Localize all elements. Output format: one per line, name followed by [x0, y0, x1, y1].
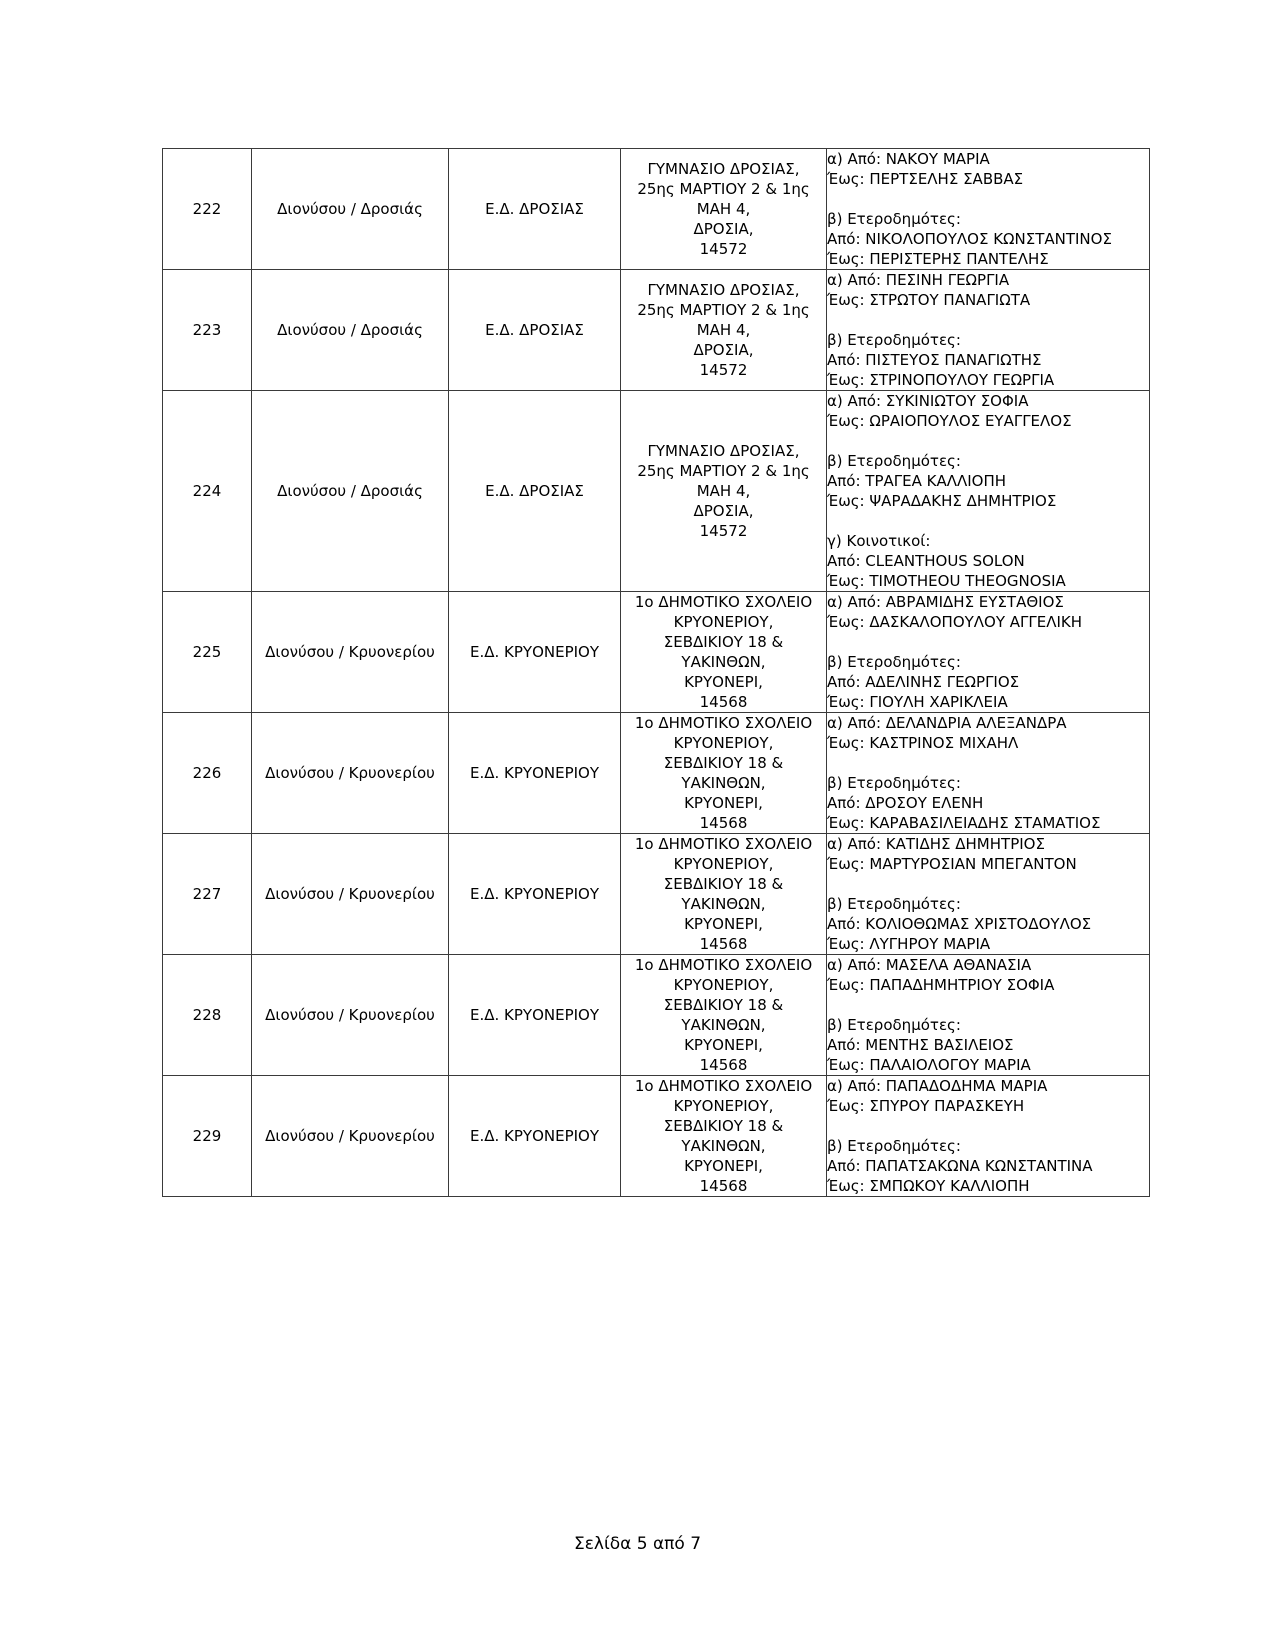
electoral-unit-cell: Ε.Δ. ΚΡΥΟΝΕΡΙΟΥ — [449, 592, 621, 713]
voter-range-line: Έως: ΠΑΠΑΔΗΜΗΤΡΙΟΥ ΣΟΦΙΑ — [827, 976, 1055, 994]
electoral-unit-cell: Ε.Δ. ΚΡΥΟΝΕΡΙΟΥ — [449, 1076, 621, 1197]
voter-range-line: Από: ΔΡΟΣΟΥ ΕΛΕΝΗ — [827, 794, 984, 812]
address-line: ΥΑΚΙΝΘΩΝ, — [681, 1016, 766, 1034]
electoral-unit-cell: Ε.Δ. ΚΡΥΟΝΕΡΙΟΥ — [449, 834, 621, 955]
station-number: 229 — [163, 1076, 252, 1197]
voter-range-line: β) Ετεροδημότες: — [827, 452, 961, 470]
line-gap — [827, 310, 1149, 330]
address-line: ΚΡΥΟΝΕΡΙ, — [684, 1157, 763, 1175]
address-line: ΚΡΥΟΝΕΡΙ, — [684, 915, 763, 933]
voter-range-line: α) Από: ΝΑΚΟΥ ΜΑΡΙΑ — [827, 150, 990, 168]
electoral-unit-cell: Ε.Δ. ΔΡΟΣΙΑΣ — [449, 149, 621, 270]
line-gap — [827, 431, 1149, 451]
voter-range-line: Από: ΚΟΛΙΟΘΩΜΑΣ ΧΡΙΣΤΟΔΟΥΛΟΣ — [827, 915, 1092, 933]
voter-range-line: Έως: ΠΑΛΑΙΟΛΟΓΟΥ ΜΑΡΙΑ — [827, 1056, 1031, 1074]
address-line: ΔΡΟΣΙΑ, — [693, 220, 754, 238]
station-number: 225 — [163, 592, 252, 713]
table-row — [163, 834, 1150, 955]
line-gap — [827, 511, 1149, 531]
electoral-unit-cell: Ε.Δ. ΔΡΟΣΙΑΣ — [449, 391, 621, 592]
address-line: ΣΕΒΔΙΚΙΟΥ 18 & — [663, 633, 784, 651]
voter-range-line: Έως: ΚΑΣΤΡΙΝΟΣ ΜΙΧΑΗΛ — [827, 734, 1019, 752]
voter-range-line: β) Ετεροδημότες: — [827, 1016, 961, 1034]
address-line: 14568 — [699, 693, 748, 711]
voter-range-line: Έως: ΣΤΡΩΤΟΥ ΠΑΝΑΓΙΩΤΑ — [827, 291, 1031, 309]
address-line: ΚΡΥΟΝΕΡΙ, — [684, 794, 763, 812]
municipality-cell: Διονύσου / Κρυονερίου — [252, 834, 449, 955]
address-line: ΔΡΟΣΙΑ, — [693, 502, 754, 520]
voter-range-line: β) Ετεροδημότες: — [827, 774, 961, 792]
station-number: 228 — [163, 955, 252, 1076]
line-gap — [827, 632, 1149, 652]
page-number: Σελίδα 5 από 7 — [573, 1534, 702, 1554]
municipality-cell: Διονύσου / Δροσιάς — [252, 149, 449, 270]
line-gap — [827, 753, 1149, 773]
voter-range-line: Από: ΜΕΝΤΗΣ ΒΑΣΙΛΕΙΟΣ — [827, 1036, 1014, 1054]
voter-range-line: Έως: ΣΤΡΙΝΟΠΟΥΛΟΥ ΓΕΩΡΓΙΑ — [827, 371, 1055, 389]
address-line: 14568 — [699, 1177, 748, 1195]
address-line: 14568 — [699, 814, 748, 832]
address-line: ΔΡΟΣΙΑ, — [693, 341, 754, 359]
address-line: ΣΕΒΔΙΚΙΟΥ 18 & — [663, 1117, 784, 1135]
voter-range-line: Έως: ΔΑΣΚΑΛΟΠΟΥΛΟΥ ΑΓΓΕΛΙΚΗ — [827, 613, 1083, 631]
voter-range-line: Από: ΝΙΚΟΛΟΠΟΥΛΟΣ ΚΩΝΣΤΑΝΤΙΝΟΣ — [827, 230, 1112, 248]
voter-range-line: Έως: ΜΑΡΤΥΡΟΣΙΑΝ ΜΠΕΓΑΝΤΟΝ — [827, 855, 1077, 873]
station-number: 223 — [163, 270, 252, 391]
line-gap — [827, 995, 1149, 1015]
voter-range-cell — [827, 834, 1150, 955]
address-line: 1ο ΔΗΜΟΤΙΚΟ ΣΧΟΛΕΙΟ — [634, 1077, 813, 1095]
electoral-unit-cell: Ε.Δ. ΚΡΥΟΝΕΡΙΟΥ — [449, 713, 621, 834]
voter-range-line: β) Ετεροδημότες: — [827, 1137, 961, 1155]
electoral-unit-cell: Ε.Δ. ΚΡΥΟΝΕΡΙΟΥ — [449, 955, 621, 1076]
voter-range-line: Έως: ΠΕΡΙΣΤΕΡΗΣ ΠΑΝΤΕΛΗΣ — [827, 250, 1049, 268]
station-number: 224 — [163, 391, 252, 592]
municipality-cell: Διονύσου / Κρυονερίου — [252, 1076, 449, 1197]
voter-range-line: β) Ετεροδημότες: — [827, 895, 961, 913]
voter-range-line: Έως: TIMOTHEOU THEOGNOSIA — [827, 572, 1066, 590]
address-line: 14572 — [699, 240, 748, 258]
table-row — [163, 955, 1150, 1076]
table-row — [163, 592, 1150, 713]
station-number: 226 — [163, 713, 252, 834]
line-gap — [827, 189, 1149, 209]
address-line: ΚΡΥΟΝΕΡΙΟΥ, — [673, 734, 774, 752]
voter-range-line: Έως: ΚΑΡΑΒΑΣΙΛΕΙΑΔΗΣ ΣΤΑΜΑΤΙΟΣ — [827, 814, 1101, 832]
address-line: ΣΕΒΔΙΚΙΟΥ 18 & — [663, 996, 784, 1014]
address-line: ΚΡΥΟΝΕΡΙ, — [684, 1036, 763, 1054]
municipality-cell: Διονύσου / Δροσιάς — [252, 270, 449, 391]
address-line: ΥΑΚΙΝΘΩΝ, — [681, 1137, 766, 1155]
voter-range-cell — [827, 391, 1150, 592]
voter-range-line: α) Από: ΚΑΤΙΔΗΣ ΔΗΜΗΤΡΙΟΣ — [827, 835, 1045, 853]
voter-range-line: Από: ΠΙΣΤΕΥΟΣ ΠΑΝΑΓΙΩΤΗΣ — [827, 351, 1042, 369]
address-line: 25ης ΜΑΡΤΙΟΥ 2 & 1ης — [637, 462, 810, 480]
address-line: 14572 — [699, 361, 748, 379]
address-line: ΚΡΥΟΝΕΡΙΟΥ, — [673, 613, 774, 631]
voter-range-line: Από: ΑΔΕΛΙΝΗΣ ΓΕΩΡΓΙΟΣ — [827, 673, 1020, 691]
address-line: ΚΡΥΟΝΕΡΙΟΥ, — [673, 1097, 774, 1115]
voter-range-line: Έως: ΛΥΓΗΡΟΥ ΜΑΡΙΑ — [827, 935, 991, 953]
voter-range-line: Από: ΤΡΑΓΕΑ ΚΑΛΛΙΟΠΗ — [827, 472, 1007, 490]
address-cell — [621, 391, 827, 592]
voter-range-line: α) Από: ΑΒΡΑΜΙΔΗΣ ΕΥΣΤΑΘΙΟΣ — [827, 593, 1064, 611]
voter-range-line: Έως: ΠΕΡΤΣΕΛΗΣ ΣΑΒΒΑΣ — [827, 170, 1024, 188]
page-footer — [0, 1534, 1275, 1554]
address-line: 14568 — [699, 1056, 748, 1074]
address-line: ΚΡΥΟΝΕΡΙΟΥ, — [673, 855, 774, 873]
voter-range-line: γ) Κοινοτικοί: — [827, 532, 931, 550]
voter-range-cell — [827, 713, 1150, 834]
address-line: ΣΕΒΔΙΚΙΟΥ 18 & — [663, 875, 784, 893]
voter-range-line: Έως: ΨΑΡΑΔΑΚΗΣ ΔΗΜΗΤΡΙΟΣ — [827, 492, 1057, 510]
voter-range-line: Έως: ΣΜΠΩΚΟΥ ΚΑΛΛΙΟΠΗ — [827, 1177, 1030, 1195]
address-cell — [621, 149, 827, 270]
station-number: 222 — [163, 149, 252, 270]
address-cell — [621, 592, 827, 713]
address-line: ΚΡΥΟΝΕΡΙΟΥ, — [673, 976, 774, 994]
voter-range-line: Από: ΠΑΠΑΤΣΑΚΩΝΑ ΚΩΝΣΤΑΝΤΙΝΑ — [827, 1157, 1093, 1175]
address-cell — [621, 713, 827, 834]
address-cell — [621, 955, 827, 1076]
address-line: ΣΕΒΔΙΚΙΟΥ 18 & — [663, 754, 784, 772]
address-line: 1ο ΔΗΜΟΤΙΚΟ ΣΧΟΛΕΙΟ — [634, 835, 813, 853]
address-line: ΥΑΚΙΝΘΩΝ, — [681, 774, 766, 792]
voter-range-cell — [827, 270, 1150, 391]
table-row — [163, 149, 1150, 270]
address-line: 1ο ΔΗΜΟΤΙΚΟ ΣΧΟΛΕΙΟ — [634, 956, 813, 974]
address-line: ΓΥΜΝΑΣΙΟ ΔΡΟΣΙΑΣ, — [647, 442, 800, 460]
voter-range-line: β) Ετεροδημότες: — [827, 331, 961, 349]
address-line: ΜΑΗ 4, — [696, 321, 751, 339]
municipality-cell: Διονύσου / Κρυονερίου — [252, 713, 449, 834]
voter-range-line: α) Από: ΣΥΚΙΝΙΩΤΟΥ ΣΟΦΙΑ — [827, 392, 1029, 410]
address-line: 25ης ΜΑΡΤΙΟΥ 2 & 1ης — [637, 180, 810, 198]
address-cell — [621, 834, 827, 955]
address-line: 14568 — [699, 935, 748, 953]
voter-range-cell — [827, 1076, 1150, 1197]
table-row — [163, 713, 1150, 834]
address-line: ΜΑΗ 4, — [696, 200, 751, 218]
municipality-cell: Διονύσου / Δροσιάς — [252, 391, 449, 592]
voter-range-cell — [827, 955, 1150, 1076]
municipality-cell: Διονύσου / Κρυονερίου — [252, 955, 449, 1076]
voter-range-line: Έως: ΣΠΥΡΟΥ ΠΑΡΑΣΚΕΥΗ — [827, 1097, 1025, 1115]
voter-range-line: Έως: ΓΙΟΥΛΗ ΧΑΡΙΚΛΕΙΑ — [827, 693, 1008, 711]
electoral-unit-cell: Ε.Δ. ΔΡΟΣΙΑΣ — [449, 270, 621, 391]
address-line: 25ης ΜΑΡΤΙΟΥ 2 & 1ης — [637, 301, 810, 319]
voter-range-line: Από: CLEANTHOUS SOLON — [827, 552, 1025, 570]
voter-range-cell — [827, 592, 1150, 713]
voter-range-line: β) Ετεροδημότες: — [827, 653, 961, 671]
station-number: 227 — [163, 834, 252, 955]
table-body — [163, 149, 1150, 1197]
table-row — [163, 270, 1150, 391]
polling-stations-table — [162, 148, 1150, 1197]
address-line: ΓΥΜΝΑΣΙΟ ΔΡΟΣΙΑΣ, — [647, 160, 800, 178]
address-line: ΓΥΜΝΑΣΙΟ ΔΡΟΣΙΑΣ, — [647, 281, 800, 299]
voter-range-line: α) Από: ΠΕΣΙΝΗ ΓΕΩΡΓΙΑ — [827, 271, 1010, 289]
table-row — [163, 1076, 1150, 1197]
address-cell — [621, 1076, 827, 1197]
voter-range-line: β) Ετεροδημότες: — [827, 210, 961, 228]
voter-range-line: α) Από: ΜΑΣΕΛΑ ΑΘΑΝΑΣΙΑ — [827, 956, 1032, 974]
line-gap — [827, 1116, 1149, 1136]
address-line: ΥΑΚΙΝΘΩΝ, — [681, 653, 766, 671]
municipality-cell: Διονύσου / Κρυονερίου — [252, 592, 449, 713]
table-row — [163, 391, 1150, 592]
address-line: 1ο ΔΗΜΟΤΙΚΟ ΣΧΟΛΕΙΟ — [634, 593, 813, 611]
voter-range-line: α) Από: ΔΕΛΑΝΔΡΙΑ ΑΛΕΞΑΝΔΡΑ — [827, 714, 1067, 732]
address-line: 1ο ΔΗΜΟΤΙΚΟ ΣΧΟΛΕΙΟ — [634, 714, 813, 732]
address-line: 14572 — [699, 522, 748, 540]
address-line: ΥΑΚΙΝΘΩΝ, — [681, 895, 766, 913]
voter-range-line: α) Από: ΠΑΠΑΔΟΔΗΜΑ ΜΑΡΙΑ — [827, 1077, 1048, 1095]
address-line: ΜΑΗ 4, — [696, 482, 751, 500]
voter-range-cell — [827, 149, 1150, 270]
voter-range-line: Έως: ΩΡΑΙΟΠΟΥΛΟΣ ΕΥΑΓΓΕΛΟΣ — [827, 412, 1072, 430]
line-gap — [827, 874, 1149, 894]
address-line: ΚΡΥΟΝΕΡΙ, — [684, 673, 763, 691]
address-cell — [621, 270, 827, 391]
